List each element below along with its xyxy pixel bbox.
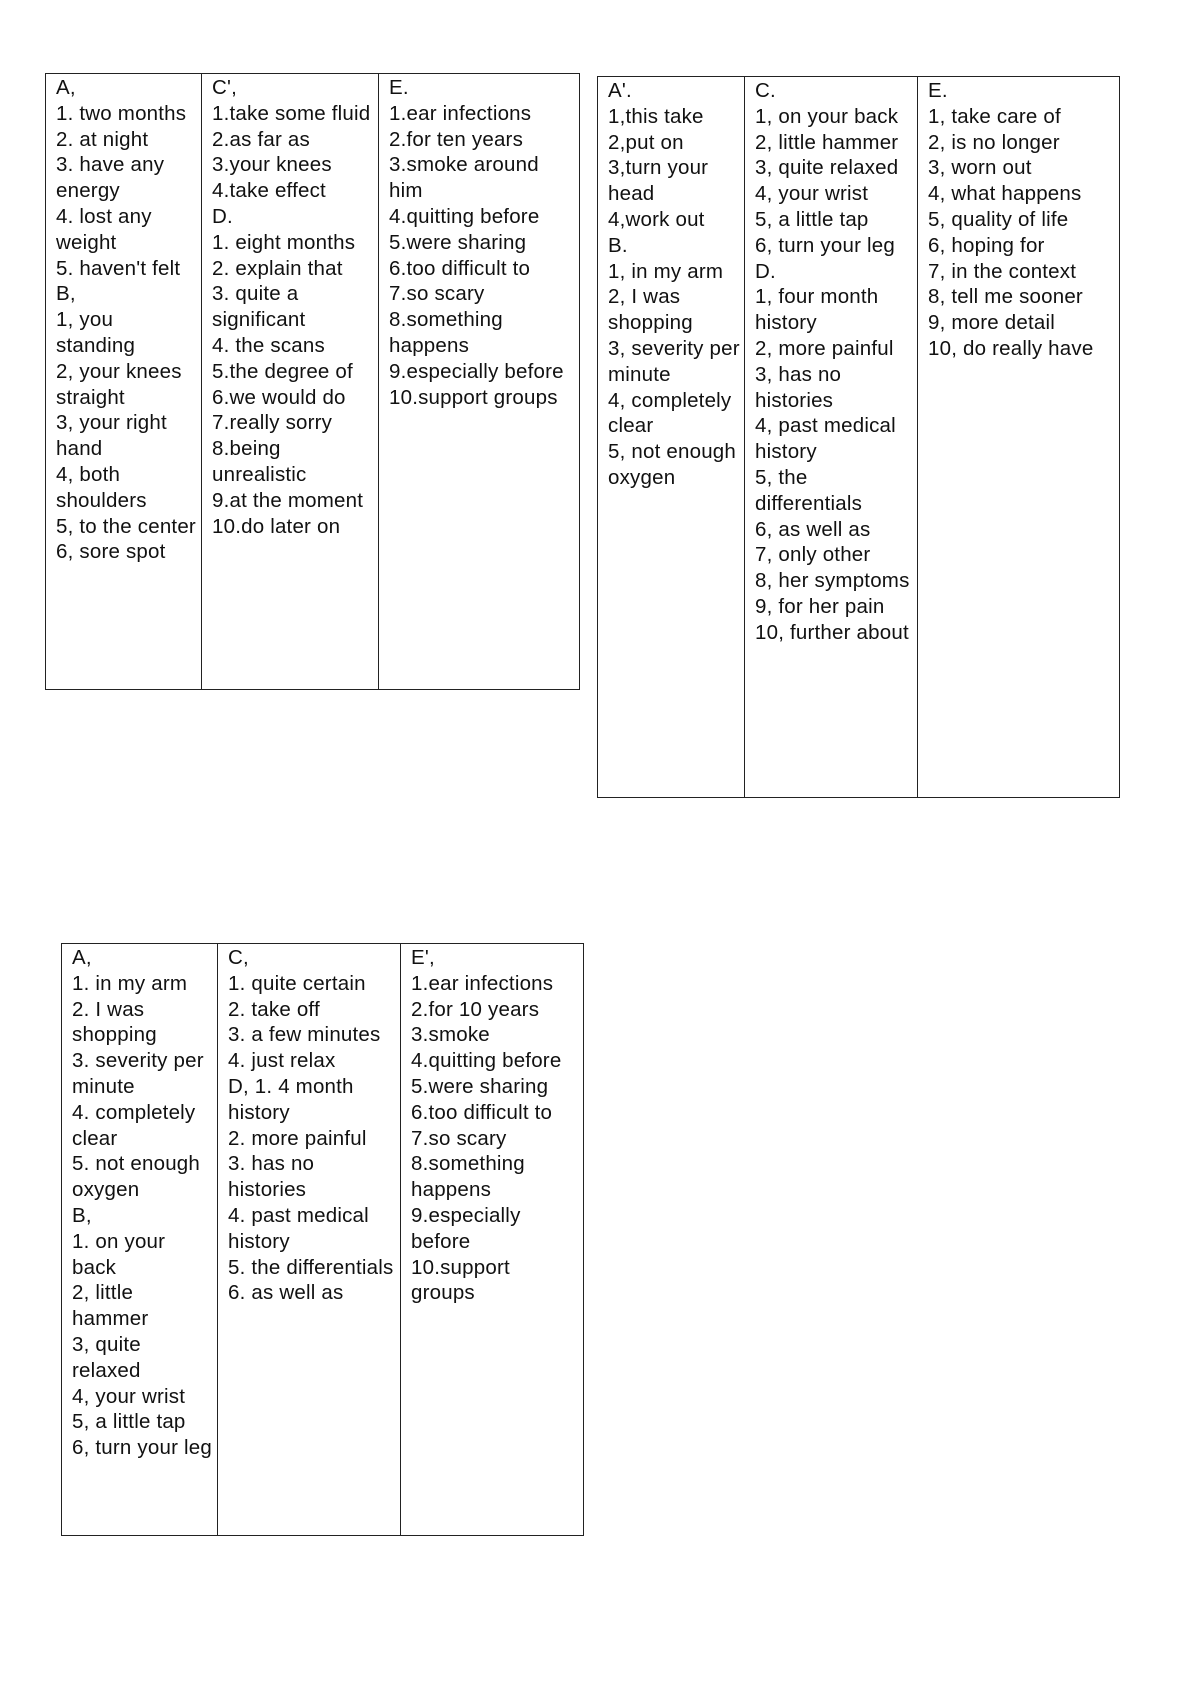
section-label: E. [389,76,409,99]
answer-item: 1, four month history [755,285,879,335]
answer-item: 9, for her pain [755,594,885,618]
section-label: D. [212,204,233,228]
answer-item: 4, what happens [928,182,1082,206]
answer-item: 5, quality of life [928,207,1069,231]
answer-item: 9.at the moment [212,488,364,512]
answer-item: 7.so scary [389,282,485,306]
answer-item: 4, both shoulders [56,462,147,512]
answer-item: 2. take off [228,997,320,1021]
answer-item: 3, has no histories [755,362,842,412]
answer-item: 1.ear infections [389,101,532,125]
answer-item: 2. I was shopping [72,997,157,1047]
answer-item: 5, the differentials [755,465,863,515]
section-label: D. [755,259,776,283]
answer-item: 8, tell me sooner [928,285,1083,309]
answer-item: 3, worn out [928,156,1032,180]
answer-item: 2. at night [56,127,149,151]
answer-item: 2.for 10 years [411,997,540,1021]
answer-table-1 [45,73,580,690]
answer-item: 3,turn your head [608,156,709,206]
answer-item: 5. haven't felt [56,256,181,280]
answer-item: 3. a few minutes [228,1023,381,1047]
answer-item: 7.really sorry [212,411,333,435]
answer-item: 4.quitting before [411,1049,562,1073]
answer-item: 2, little hammer [72,1281,149,1331]
answer-item: 2,put on [608,130,684,154]
answer-item: 4.take effect [212,179,326,203]
answer-item: 1, take care of [928,104,1061,128]
answer-item: 2, your knees straight [56,359,182,409]
answer-item: 2.for ten years [389,127,524,151]
answer-item: 9.especially before [389,359,564,383]
section-label: A'. [608,79,632,102]
answer-item: 4, your wrist [755,182,869,206]
answer-item: 9, more detail [928,311,1056,335]
table-3-column-e [401,944,584,1536]
answer-item: 4. lost any weight [56,204,152,254]
answer-item: 4. just relax [228,1049,336,1073]
section-label: E. [928,79,948,102]
answer-item: 4, completely clear [608,388,732,438]
table-1-column-c-d [202,74,379,690]
answer-item: 8, her symptoms [755,569,910,593]
answer-item: 3.smoke [411,1023,490,1047]
answer-item: 6.too difficult to [411,1100,553,1124]
answer-item: 9.especially before [411,1203,521,1253]
answer-item: 3.your knees [212,153,332,177]
answer-item: 4. the scans [212,333,325,357]
answer-item: 1.ear infections [411,971,554,995]
answer-item: 6, sore spot [56,540,166,564]
answer-item: 5.were sharing [389,230,527,254]
answer-item: 5, a little tap [755,207,869,231]
answer-item: 6, hoping for [928,233,1045,257]
answer-item: 10.do later on [212,514,341,538]
table-2-column-a-b [598,77,745,798]
section-label: B. [608,233,628,257]
answer-item: 1, you standing [56,308,136,357]
answer-item: 1. in my arm [72,971,188,995]
section-label: B, [72,1203,92,1227]
section-label: C, [228,946,249,969]
answer-item: 3, your right hand [56,411,167,461]
table-3-column-c-d [218,944,401,1536]
answer-item: 1. eight months [212,230,356,254]
answer-item: 2, more painful [755,336,894,360]
section-label: C. [755,79,776,102]
answer-item: D, 1. 4 month history [228,1074,354,1124]
answer-item: 3. has no histories [228,1152,315,1202]
answer-item: 6.too difficult to [389,256,531,280]
answer-item: 6, turn your leg [755,233,895,257]
answer-item: 2, is no longer [928,130,1060,154]
answer-item: 5, not enough oxygen [608,440,736,489]
answer-table-2 [597,76,1120,798]
answer-item: 6, turn your leg [72,1436,212,1460]
answer-item: 1.take some fluid [212,101,371,125]
answer-item: 4, past medical history [755,414,896,464]
section-label: C', [212,76,238,99]
answer-table-3 [61,943,584,1536]
answer-item: 10.support groups [411,1255,510,1305]
answer-item: 1,this take [608,104,704,128]
answer-item: 4. completely clear [72,1100,196,1150]
answer-item: 7, only other [755,543,871,567]
answer-item: 10.support groups [389,385,558,409]
answer-item: 3, quite relaxed [72,1332,141,1382]
answer-item: 8.something happens [389,308,503,357]
answer-item: 8.something happens [411,1152,525,1202]
answer-item: 3, quite relaxed [755,156,899,180]
answer-item: 6. as well as [228,1281,344,1305]
answer-item: 6.we would do [212,385,346,409]
section-label: A, [72,946,92,969]
answer-item: 4. past medical history [228,1203,369,1253]
answer-item: 4, your wrist [72,1384,186,1408]
answer-item: 5, to the center [56,514,196,538]
answer-item: 3. have any energy [56,153,165,203]
answer-item: 4,work out [608,207,705,231]
answer-item: 2, little hammer [755,130,899,154]
answer-item: 5. the differentials [228,1255,394,1279]
answer-item: 6, as well as [755,517,871,541]
table-2-column-e [918,77,1120,798]
answer-item: 4.quitting before [389,204,540,228]
table-3-column-a-b [62,944,218,1536]
answer-item: 2.as far as [212,127,310,151]
table-1-column-e [379,74,580,690]
table-2-column-c-d [745,77,918,798]
answer-item: 2. explain that [212,256,343,280]
answer-item: 3. severity per minute [72,1049,204,1098]
section-label: E', [411,946,435,969]
answer-item: 10, do really have [928,336,1094,360]
answer-item: 1. on your back [72,1229,166,1279]
answer-item: 8.being unrealistic [212,437,307,486]
answer-item: 2, I was shopping [608,285,693,335]
answer-item: 3, severity per minute [608,336,740,386]
answer-item: 5. not enough oxygen [72,1152,200,1202]
answer-item: 7, in the context [928,259,1077,283]
answer-item: 1. quite certain [228,971,366,995]
section-label: B, [56,282,76,306]
answer-item: 3.smoke around him [389,153,539,203]
answer-item: 1, in my arm [608,259,724,283]
answer-item: 5, a little tap [72,1410,186,1434]
answer-item: 2. more painful [228,1126,367,1150]
answer-item: 1. two months [56,101,187,125]
answer-item: 5.the degree of [212,359,353,383]
table-1-column-a-b [46,74,202,690]
answer-item: 7.so scary [411,1126,507,1150]
answer-item: 3. quite a significant [212,282,306,332]
section-label: A, [56,76,76,99]
answer-item: 10, further about [755,620,909,644]
answer-item: 5.were sharing [411,1074,549,1098]
answer-item: 1, on your back [755,104,899,128]
